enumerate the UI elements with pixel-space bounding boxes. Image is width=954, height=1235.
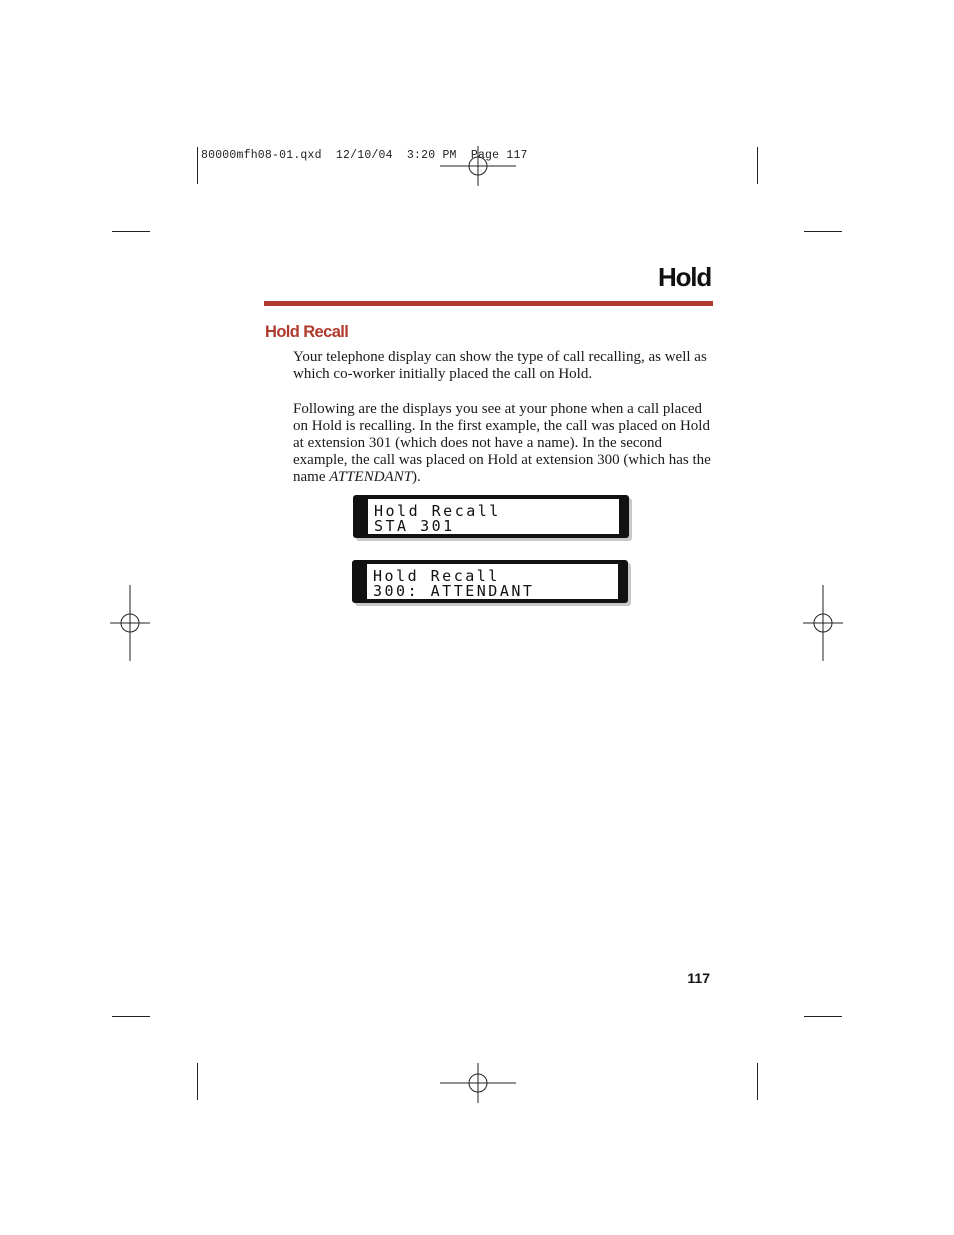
crop-mark-top-left-vertical — [197, 147, 198, 184]
registration-mark-top-icon — [440, 146, 516, 186]
phone-display-example-1 — [353, 495, 629, 538]
display-line-1: Hold Recall — [374, 502, 501, 520]
display-line-2: STA 301 — [374, 517, 455, 535]
crop-mark-bottom-right-vertical — [757, 1063, 758, 1100]
display-screen — [367, 564, 618, 599]
chapter-title: Hold — [658, 262, 711, 292]
crop-mark-bottom-left-horizontal — [112, 1016, 150, 1017]
paragraph-examples-end: ). — [412, 469, 421, 485]
chapter-rule — [264, 301, 713, 306]
paragraph-intro: Your telephone display can show the type of call recalling, as well as which co-worker initially placed the call on Hold. — [293, 349, 707, 382]
registration-mark-left-icon — [110, 585, 150, 661]
paragraph-examples — [293, 401, 715, 486]
crop-mark-bottom-right-horizontal — [804, 1016, 842, 1017]
crop-mark-top-right-horizontal — [804, 231, 842, 232]
printer-slug: 80000mfh08-01.qxd 12/10/04 3:20 PM Page 117 — [201, 149, 528, 162]
paragraph-examples-emphasis: ATTENDANT — [329, 469, 413, 485]
display-line-2: 300: ATTENDANT — [373, 582, 535, 600]
registration-mark-right-icon — [803, 585, 843, 661]
crop-mark-bottom-left-vertical — [197, 1063, 198, 1100]
page-number: 117 — [687, 970, 710, 986]
crop-mark-top-right-vertical — [757, 147, 758, 184]
display-line-1: Hold Recall — [373, 567, 500, 585]
registration-mark-bottom-icon — [440, 1063, 516, 1103]
display-screen — [368, 499, 619, 534]
paragraph-examples-text: Following are the displays you see at your phone when a call placed on Hold is recalling. In the first example, the call was placed on Hold at extension 301 (which does not have a name). In the second example, the call was placed on Hold at extension 300 (which has the name — [293, 401, 711, 485]
section-heading: Hold Recall — [265, 323, 349, 341]
phone-display-example-2 — [352, 560, 628, 603]
crop-mark-top-left-horizontal — [112, 231, 150, 232]
